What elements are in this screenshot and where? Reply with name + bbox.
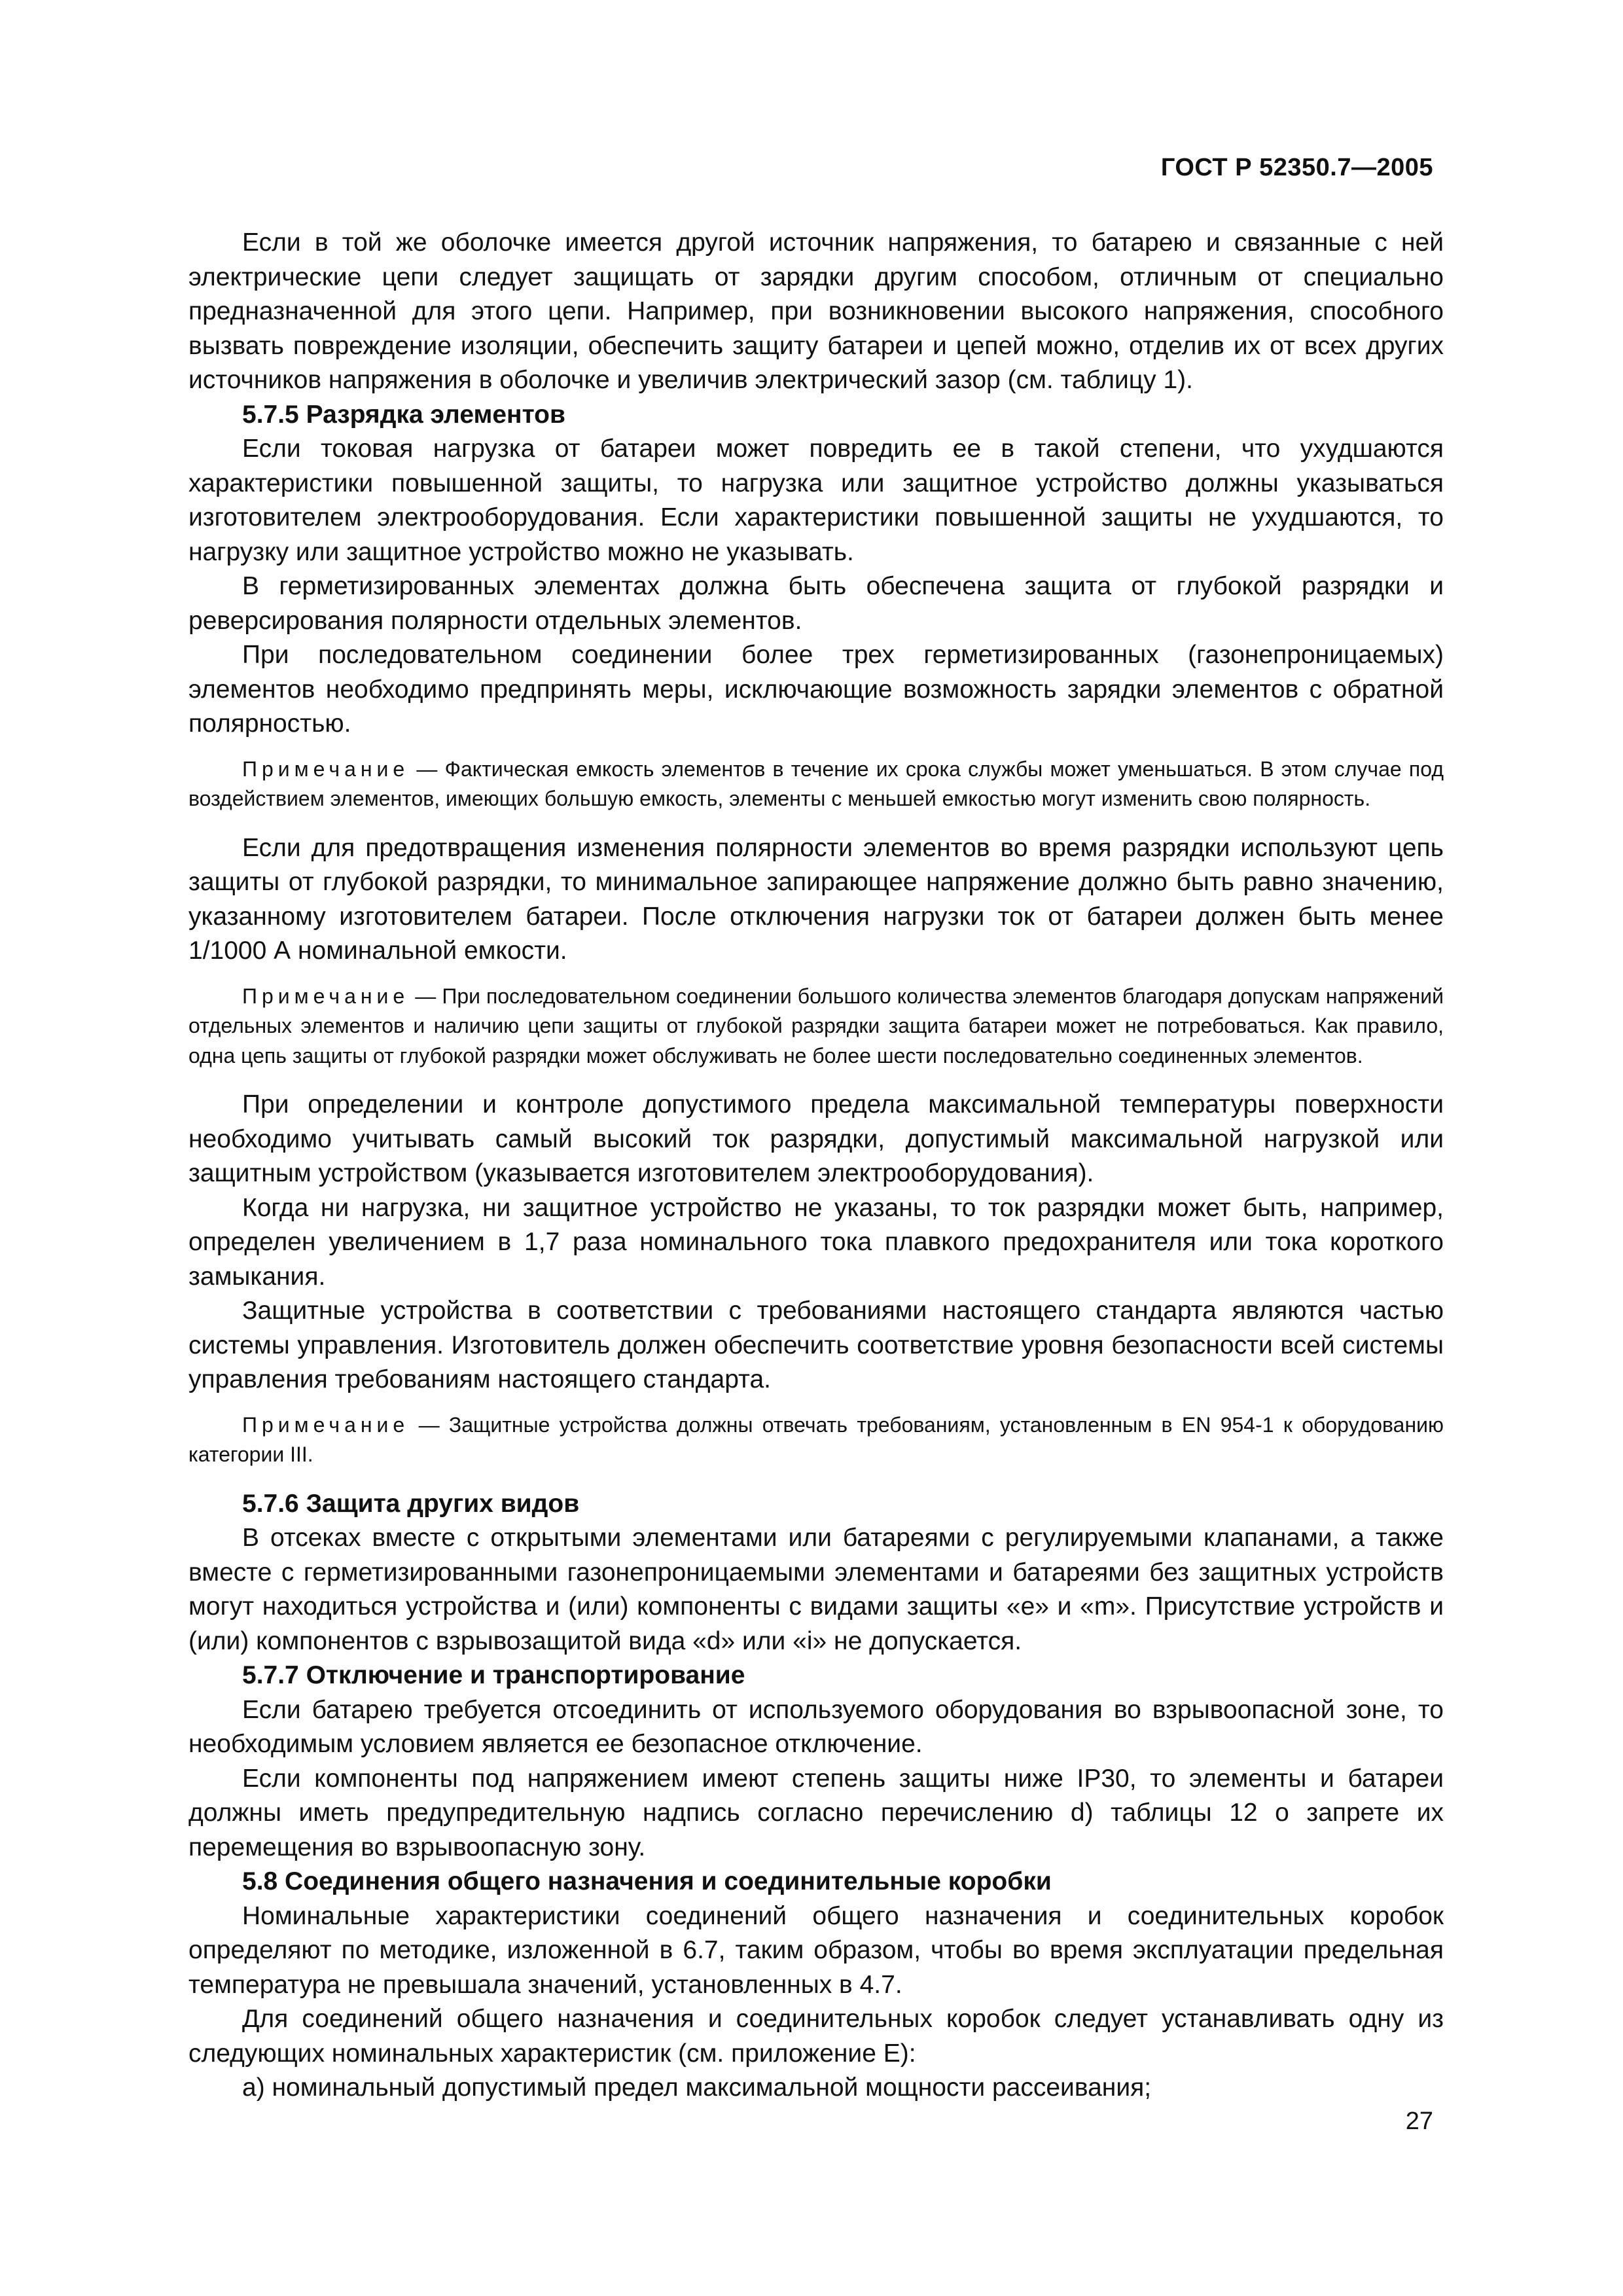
section-heading-5-8: 5.8 Соединения общего назначения и соединительные коробки — [242, 1867, 1052, 1895]
paragraph: При определении и контроле допустимого предела максимальной температуры поверхности необходимо учитывать самый высокий ток разрядки, допустимый максимальной нагрузкой или защитным устройством (указывается изготовителем электрооборудования). — [188, 1090, 1444, 1187]
note-text: — Фактическая емкость элементов в течение их срока службы может уменьшаться. В этом случае под воздействием элементов, имеющих большую емкость, элементы с меньшей емкостью могут изменить свою полярность. — [188, 757, 1444, 810]
note-text: — При последовательном соединении большого количества элементов благодаря допускам напряжений отдельных элементов и наличию цепи защиты от глубокой разрядки защита батареи может не потребоваться. Как правило, одна цепь защиты от глубокой разрядки может обслуживать не более шести последовательно соединенных элементов. — [188, 984, 1444, 1067]
paragraph: Номинальные характеристики соединений общего назначения и соединительных коробок определяют по методике, изложенной в 6.7, таким образом, чтобы во время эксплуатации предельная температура не превышала значений, установленных в 4.7. — [188, 1901, 1444, 1999]
note-label: Примечание — [242, 1412, 410, 1437]
list-item-a: а) номинальный допустимый предел максимальной мощности рассеивания; — [242, 2073, 1152, 2102]
note-label: Примечание — [242, 984, 410, 1008]
note — [188, 982, 1444, 1071]
paragraph: В герметизированных элементах должна быть обеспечена защита от глубокой разрядки и реверсирования полярности отдельных элементов. — [188, 572, 1444, 635]
document-code-header: ГОСТ Р 52350.7—2005 — [1160, 154, 1433, 181]
paragraph: Если в той же оболочке имеется другой источник напряжения, то батарею и связанные с ней электрические цепи следует защищать от зарядки другим способом, отличным от специально предназначенной для этого цепи. Например, при возникновении высокого напряжения, способного вызвать повреждение изоляции, обеспечить защиту батареи и цепей можно, отделив их от всех других источников напряжения в оболочке и увеличив электрический зазор (см. таблицу 1). — [188, 228, 1444, 394]
section-heading-5-7-7: 5.7.7 Отключение и транспортирование — [242, 1661, 745, 1689]
paragraph: Для соединений общего назначения и соединительных коробок следует устанавливать одну из следующих номинальных характеристик (см. приложение Е): — [188, 2005, 1444, 2068]
page-number: 27 — [1405, 2108, 1433, 2135]
note-label: Примечание — [242, 757, 410, 781]
paragraph: При последовательном соединении более трех герметизированных (газонепроницаемых) элементов необходимо предпринять меры, исключающие возможность зарядки элементов с обратной полярностью. — [188, 641, 1444, 738]
note-text: — Защитные устройства должны отвечать требованиям, установленным в EN 954-1 к оборудованию категории III. — [188, 1412, 1444, 1466]
paragraph: Когда ни нагрузка, ни защитное устройство не указаны, то ток разрядки может быть, например, определен увеличением в 1,7 раза номинального тока плавкого предохранителя или тока короткого замыкания. — [188, 1193, 1444, 1291]
paragraph: Если батарею требуется отсоединить от используемого оборудования во взрывоопасной зоне, то необходимым условием является ее безопасное отключение. — [188, 1695, 1444, 1758]
paragraph: В отсеках вместе с открытыми элементами или батареями с регулируемыми клапанами, а также вместе с герметизированными газонепроницаемыми элементами и батареями без защитных устройств могут находиться устройства и (или) компоненты с видами защиты «е» и «m». Присутствие устройств и (или) компонентов с взрывозащитой вида «d» или «i» не допускается. — [188, 1524, 1444, 1655]
paragraph: Если для предотвращения изменения полярности элементов во время разрядки используют цепь защиты от глубокой разрядки, то минимальное запирающее напряжение должно быть равно значению, указанному изготовителем батареи. После отключения нагрузки ток от батареи должен быть менее 1/1000 А номинальной емкости. — [188, 833, 1444, 965]
paragraph: Если компоненты под напряжением имеют степень защиты ниже IP30, то элементы и батареи должны иметь предупредительную надпись согласно перечислению d) таблицы 12 о запрете их перемещения во взрывоопасную зону. — [188, 1764, 1444, 1861]
note — [188, 755, 1444, 814]
paragraph: Если токовая нагрузка от батареи может повредить ее в такой степени, что ухудшаются характеристики повышенной защиты, то нагрузка или защитное устройство должны указываться изготовителем электрооборудования. Если характеристики повышенной защиты не ухудшаются, то нагрузку или защитное устройство можно не указывать. — [188, 435, 1444, 566]
page-body — [188, 226, 1444, 2106]
note — [188, 1410, 1444, 1470]
paragraph: Защитные устройства в соответствии с требованиями настоящего стандарта являются частью системы управления. Изготовитель должен обеспечить соответствие уровня безопасности всей системы управления требованиям настоящего стандарта. — [188, 1297, 1444, 1393]
section-heading-5-7-5: 5.7.5 Разрядка элементов — [242, 400, 565, 429]
section-heading-5-7-6: 5.7.6 Защита других видов — [242, 1489, 580, 1518]
